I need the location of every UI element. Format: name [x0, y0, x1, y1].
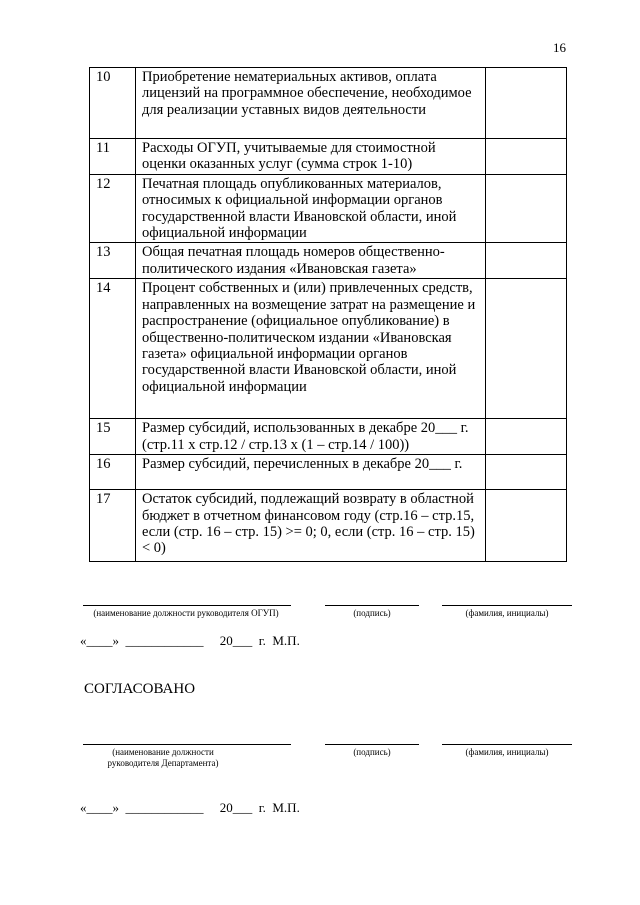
row-description: Расходы ОГУП, учитываемые для стоимостной оценки оказанных услуг (сумма строк 1-10) [136, 139, 486, 175]
report-table [89, 67, 567, 562]
table-row [90, 139, 567, 175]
row-number: 14 [90, 279, 136, 419]
page-number: 16 [553, 40, 566, 55]
position-line-1 [83, 605, 291, 606]
row-description: Остаток субсидий, подлежащий возврату в областной бюджет в отчетном финансовом году (стр.16 – стр.15, если (стр. 16 – стр. 15) >= 0; 0, если (стр. 16 – стр. 15) < 0) [136, 490, 486, 562]
row-description: Процент собственных и (или) привлеченных средств, направленных на возмещение затрат на размещение и распространение (официальное опубликование) в общественно-политическом издании «Ивановская газета» официальной информации органов государственной власти Ивановской области, иной официальной информации [136, 279, 486, 419]
row-value-cell[interactable] [486, 279, 567, 419]
signature-line-1 [325, 605, 419, 606]
name-line-2 [442, 744, 572, 745]
row-description: Печатная площадь опубликованных материалов, относимых к официальной информации органов государственной власти Ивановской области, иной официальной информации [136, 174, 486, 243]
row-description: Размер субсидий, использованных в декабре 20___ г. (стр.11 x стр.12 / стр.13 x (1 – стр.14 / 100)) [136, 419, 486, 455]
table-row [90, 490, 567, 562]
row-number: 13 [90, 243, 136, 279]
row-value-cell[interactable] [486, 68, 567, 139]
table-row [90, 243, 567, 279]
row-value-cell[interactable] [486, 243, 567, 279]
date-line-1: «____» ____________ 20___ г. М.П. [80, 633, 300, 648]
row-value-cell[interactable] [486, 455, 567, 490]
name-caption-2: (фамилия, инициалы) [465, 747, 549, 757]
row-number: 10 [90, 68, 136, 139]
name-line-1 [442, 605, 572, 606]
row-description: Приобретение нематериальных активов, оплата лицензий на программное обеспечение, необходимое для реализации уставных видов деятельности [136, 68, 486, 139]
row-number: 15 [90, 419, 136, 455]
row-number: 12 [90, 174, 136, 243]
row-number: 11 [90, 139, 136, 175]
position-caption-2: (наименование должности руководителя Департамента) [107, 747, 219, 768]
row-value-cell[interactable] [486, 419, 567, 455]
position-caption-1: (наименование должности руководителя ОГУП) [93, 608, 279, 618]
table-row [90, 455, 567, 490]
table-row [90, 419, 567, 455]
signature-caption-1: (подпись) [353, 608, 391, 618]
position-line-2 [83, 744, 291, 745]
name-caption-1: (фамилия, инициалы) [465, 608, 549, 618]
signature-line-2 [325, 744, 419, 745]
row-value-cell[interactable] [486, 139, 567, 175]
row-description: Размер субсидий, перечисленных в декабре 20___ г. [136, 455, 486, 490]
row-value-cell[interactable] [486, 174, 567, 243]
signature-caption-2: (подпись) [353, 747, 391, 757]
table-row [90, 68, 567, 139]
row-number: 16 [90, 455, 136, 490]
row-number: 17 [90, 490, 136, 562]
row-description: Общая печатная площадь номеров общественно-политического издания «Ивановская газета» [136, 243, 486, 279]
report-table-body [90, 68, 567, 562]
table-row [90, 279, 567, 419]
agreed-heading: СОГЛАСОВАНО [84, 681, 196, 697]
row-value-cell[interactable] [486, 490, 567, 562]
date-line-2: «____» ____________ 20___ г. М.П. [80, 800, 300, 815]
table-row [90, 174, 567, 243]
